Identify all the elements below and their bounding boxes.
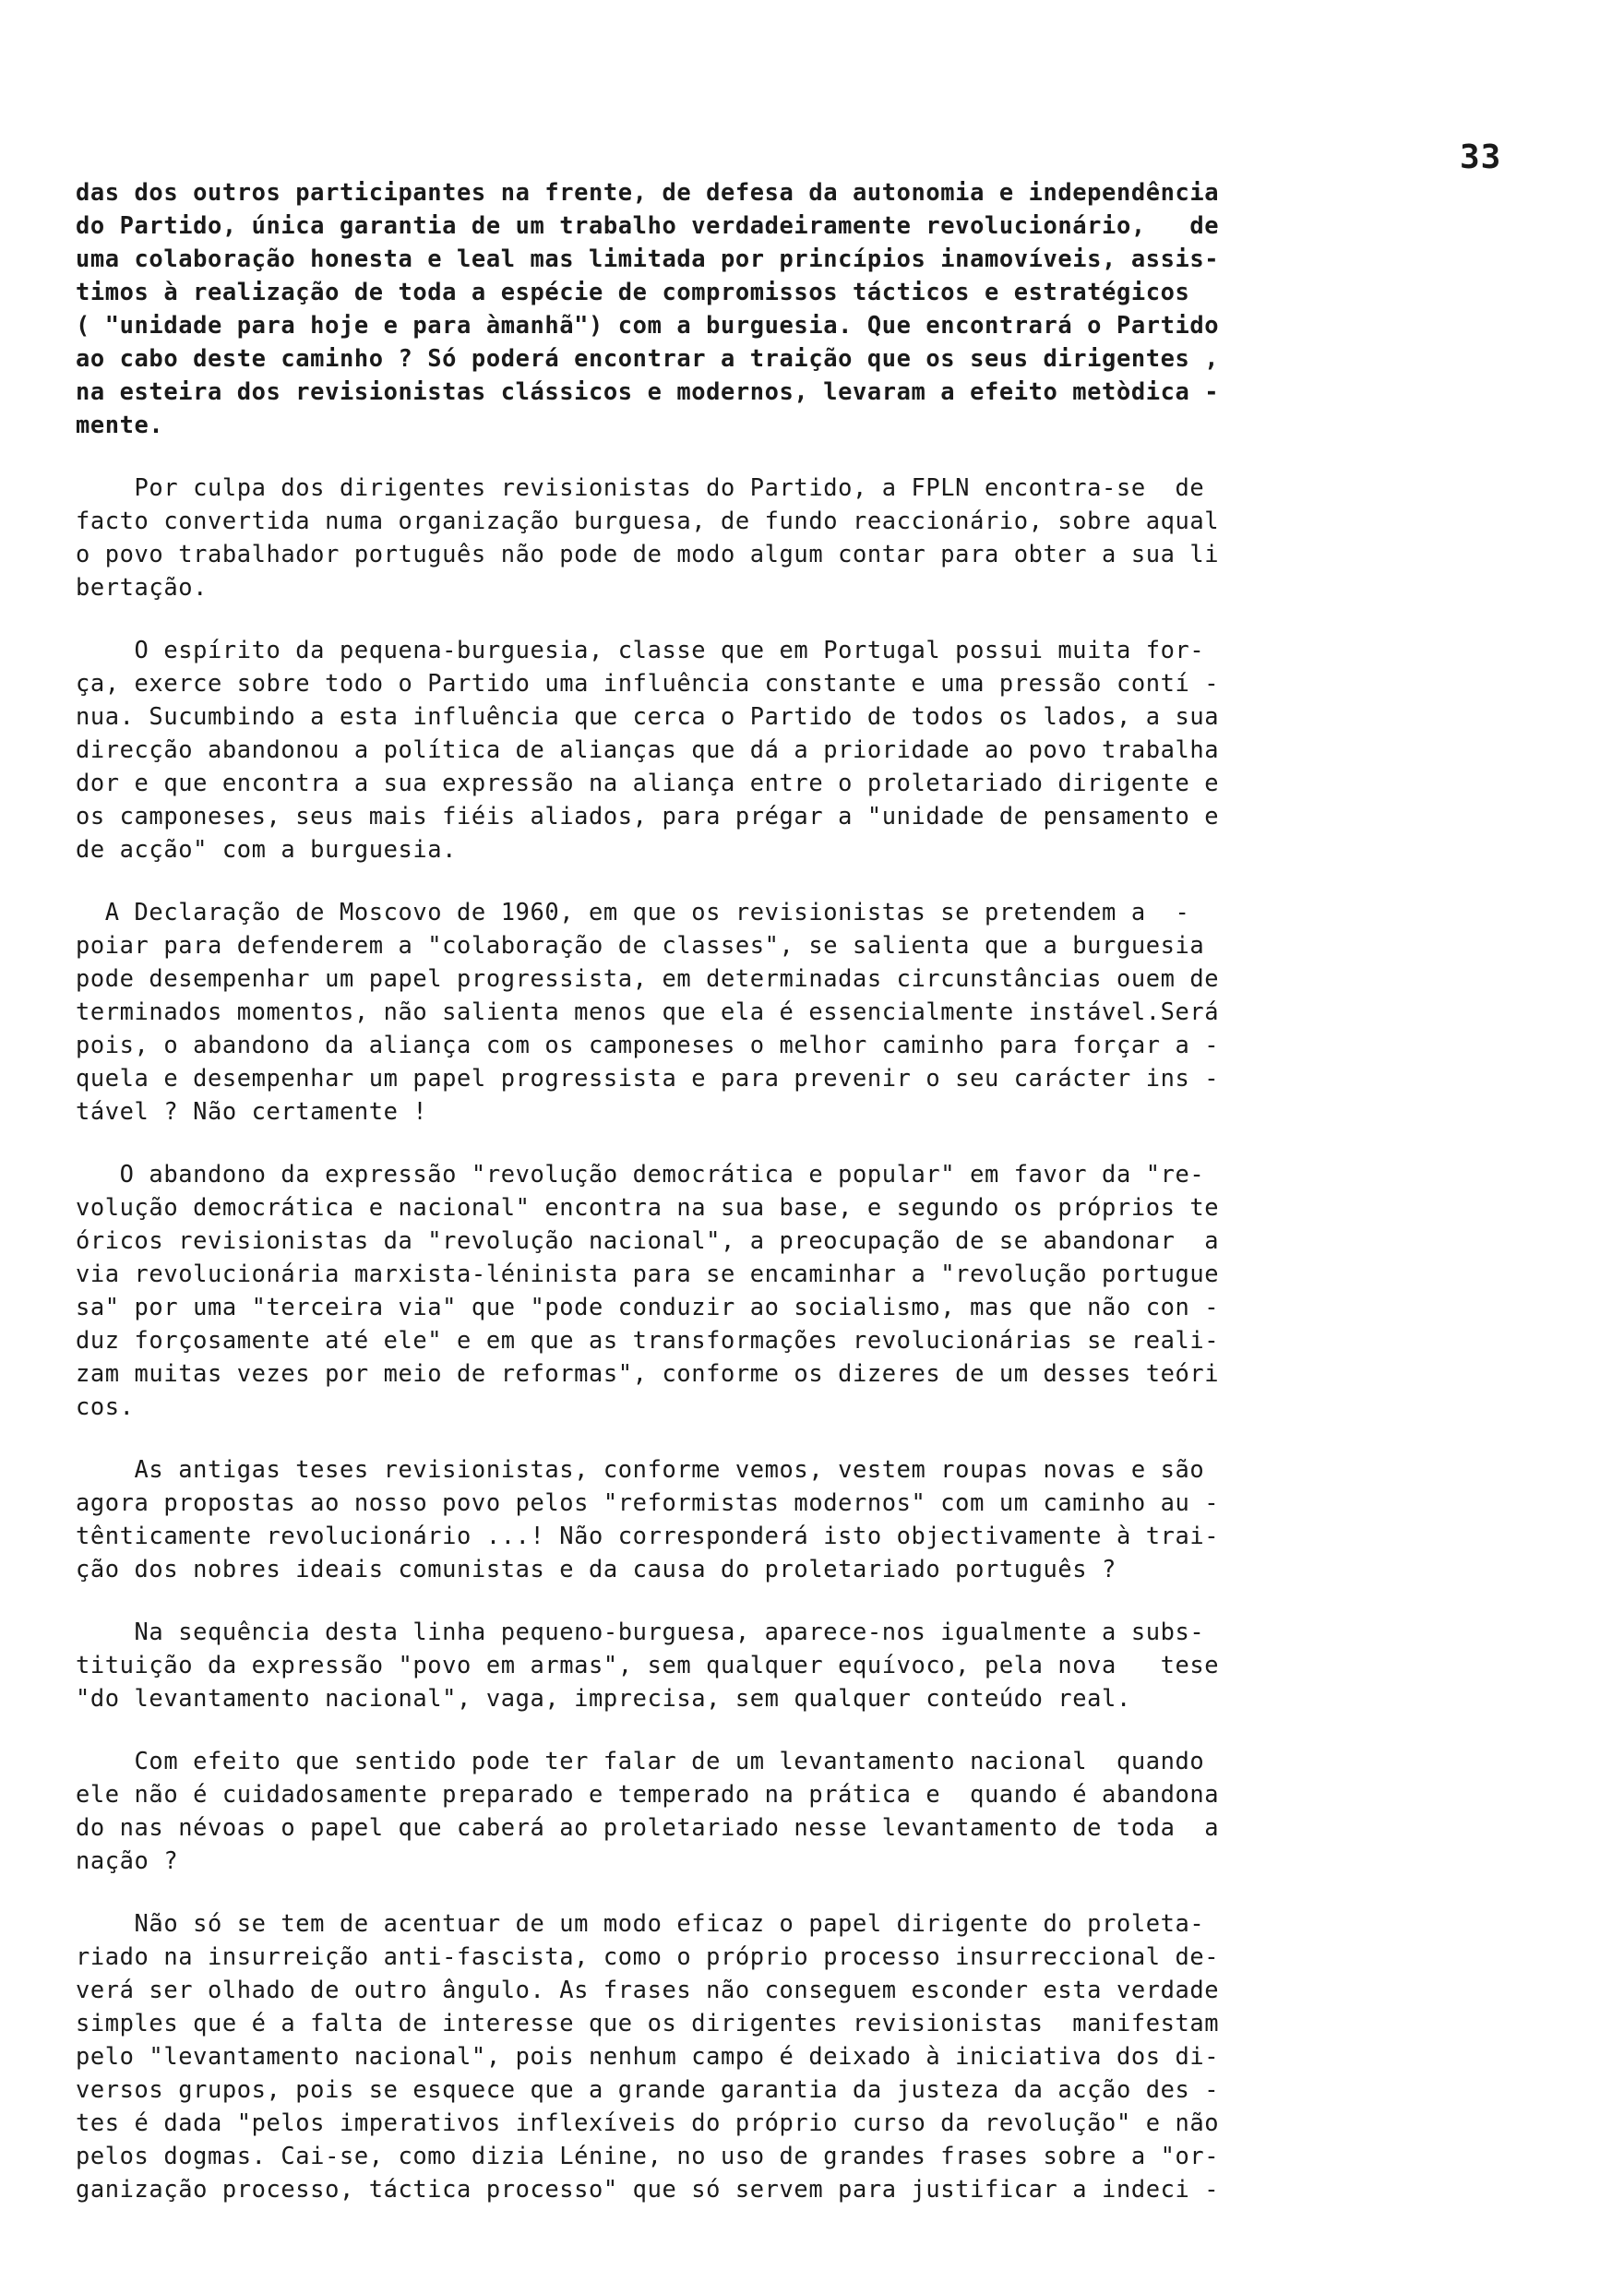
text-line: os camponeses, seus mais fiéis aliados, para prégar a "unidade de pensamento e xyxy=(76,802,1220,830)
text-line: versos grupos, pois se esquece que a grande garantia da justeza da acção des - xyxy=(76,2075,1220,2103)
paragraph xyxy=(76,471,1492,603)
text-line: O espírito da pequena-burguesia, classe que em Portugal possui muita for- xyxy=(76,636,1205,663)
text-line: "do levantamento nacional", vaga, imprecisa, sem qualquer conteúdo real. xyxy=(76,1684,1131,1712)
text-line: tes é dada "pelos imperativos inflexíveis do próprio curso da revolução" e não xyxy=(76,2109,1220,2136)
paragraph xyxy=(76,1615,1492,1714)
text-line: Não só se tem de acentuar de um modo eficaz o papel dirigente do proleta- xyxy=(76,1909,1205,1937)
text-line: nação ? xyxy=(76,1846,179,1874)
text-line: pelo "levantamento nacional", pois nenhum campo é deixado à iniciativa dos di- xyxy=(76,2042,1220,2070)
text-line: agora propostas ao nosso povo pelos "reformistas modernos" com um caminho au - xyxy=(76,1488,1220,1516)
text-line: verá ser olhado de outro ângulo. As frases não conseguem esconder esta verdade xyxy=(76,1976,1220,2003)
text-line: Na sequência desta linha pequeno-burguesa, aparece-nos igualmente a subs- xyxy=(76,1618,1205,1645)
text-line: terminados momentos, não salienta menos que ela é essencialmente instável.Será xyxy=(76,998,1220,1025)
text-line: As antigas teses revisionistas, conforme vemos, vestem roupas novas e são xyxy=(76,1455,1205,1483)
paragraph xyxy=(76,1157,1492,1423)
text-line: Por culpa dos dirigentes revisionistas do Partido, a FPLN encontra-se de xyxy=(76,473,1205,501)
text-line: bertação. xyxy=(76,573,208,601)
text-line: Com efeito que sentido pode ter falar de um levantamento nacional quando xyxy=(76,1747,1205,1774)
paragraph xyxy=(76,175,1492,441)
text-line: pelos dogmas. Cai-se, como dizia Lénine, no uso de grandes frases sobre a "or- xyxy=(76,2142,1220,2169)
text-line: riado na insurreição anti-fascista, como o próprio processo insurreccional de- xyxy=(76,1942,1220,1970)
text-line: via revolucionária marxista-léninista para se encaminhar a "revolução portugue xyxy=(76,1260,1220,1287)
paragraph xyxy=(76,1906,1492,2205)
paragraph xyxy=(76,1452,1492,1585)
text-line: pois, o abandono da aliança com os camponeses o melhor caminho para forçar a - xyxy=(76,1031,1220,1058)
text-line: poiar para defenderem a "colaboração de classes", se salienta que a burguesia xyxy=(76,931,1205,959)
text-line: ção dos nobres ideais comunistas e da causa do proletariado português ? xyxy=(76,1555,1116,1583)
text-line: simples que é a falta de interesse que os dirigentes revisionistas manifestam xyxy=(76,2009,1220,2037)
text-line: ele não é cuidadosamente preparado e temperado na prática e quando é abandona xyxy=(76,1780,1220,1808)
text-line: zam muitas vezes por meio de reformas", conforme os dizeres de um desses teóri xyxy=(76,1359,1220,1387)
text-line: volução democrática e nacional" encontra na sua base, e segundo os próprios te xyxy=(76,1193,1220,1221)
text-line: dor e que encontra a sua expressão na aliança entre o proletariado dirigente e xyxy=(76,769,1220,796)
text-line: uma colaboração honesta e leal mas limitada por princípios inamovíveis, assis- xyxy=(76,245,1220,272)
text-line: de acção" com a burguesia. xyxy=(76,835,458,863)
text-line: ( "unidade para hoje e para àmanhã") com a burguesia. Que encontrará o Partido xyxy=(76,311,1220,339)
text-line: o povo trabalhador português não pode de modo algum contar para obter a sua li xyxy=(76,540,1220,568)
text-line: nua. Sucumbindo a esta influência que cerca o Partido de todos os lados, a sua xyxy=(76,702,1220,730)
paragraph xyxy=(76,895,1492,1128)
text-line: na esteira dos revisionistas clássicos e modernos, levaram a efeito metòdica - xyxy=(76,377,1220,405)
text-line: pode desempenhar um papel progressista, em determinadas circunstâncias ouem de xyxy=(76,964,1220,992)
text-line: quela e desempenhar um papel progressista e para prevenir o seu carácter ins - xyxy=(76,1064,1220,1092)
body-text xyxy=(76,175,1492,2235)
text-line: ao cabo deste caminho ? Só poderá encontrar a traição que os seus dirigentes , xyxy=(76,344,1220,372)
text-line: do Partido, única garantia de um trabalho verdadeiramente revolucionário, de xyxy=(76,211,1220,239)
text-line: tável ? Não certamente ! xyxy=(76,1097,428,1125)
text-line: tituição da expressão "povo em armas", sem qualquer equívoco, pela nova tese xyxy=(76,1651,1220,1679)
text-line: timos à realização de toda a espécie de compromissos tácticos e estratégicos xyxy=(76,278,1190,305)
text-line: ganização processo, táctica processo" que só servem para justificar a indeci - xyxy=(76,2175,1220,2203)
text-line: cos. xyxy=(76,1392,135,1420)
text-line: A Declaração de Moscovo de 1960, em que os revisionistas se pretendem a - xyxy=(76,898,1190,926)
text-line: mente. xyxy=(76,411,164,438)
page-number: 33 xyxy=(1460,138,1502,176)
text-line: direcção abandonou a política de alianças que dá a prioridade ao povo trabalha xyxy=(76,735,1220,763)
text-line: facto convertida numa organização burguesa, de fundo reaccionário, sobre aqual xyxy=(76,507,1220,534)
text-line: das dos outros participantes na frente, de defesa da autonomia e independência xyxy=(76,178,1220,206)
text-line: do nas névoas o papel que caberá ao proletariado nesse levantamento de toda a xyxy=(76,1813,1220,1841)
text-line: sa" por uma "terceira via" que "pode conduzir ao socialismo, mas que não con - xyxy=(76,1293,1220,1320)
text-line: O abandono da expressão "revolução democrática e popular" em favor da "re- xyxy=(76,1160,1205,1188)
text-line: ça, exerce sobre todo o Partido uma influência constante e uma pressão contí - xyxy=(76,669,1220,697)
paragraph xyxy=(76,633,1492,866)
text-line: óricos revisionistas da "revolução nacional", a preocupação de se abandonar a xyxy=(76,1226,1220,1254)
text-line: tênticamente revolucionário ...! Não corresponderá isto objectivamente à trai- xyxy=(76,1522,1220,1549)
text-line: duz forçosamente até ele" e em que as transformações revolucionárias se reali- xyxy=(76,1326,1220,1354)
paragraph xyxy=(76,1744,1492,1877)
